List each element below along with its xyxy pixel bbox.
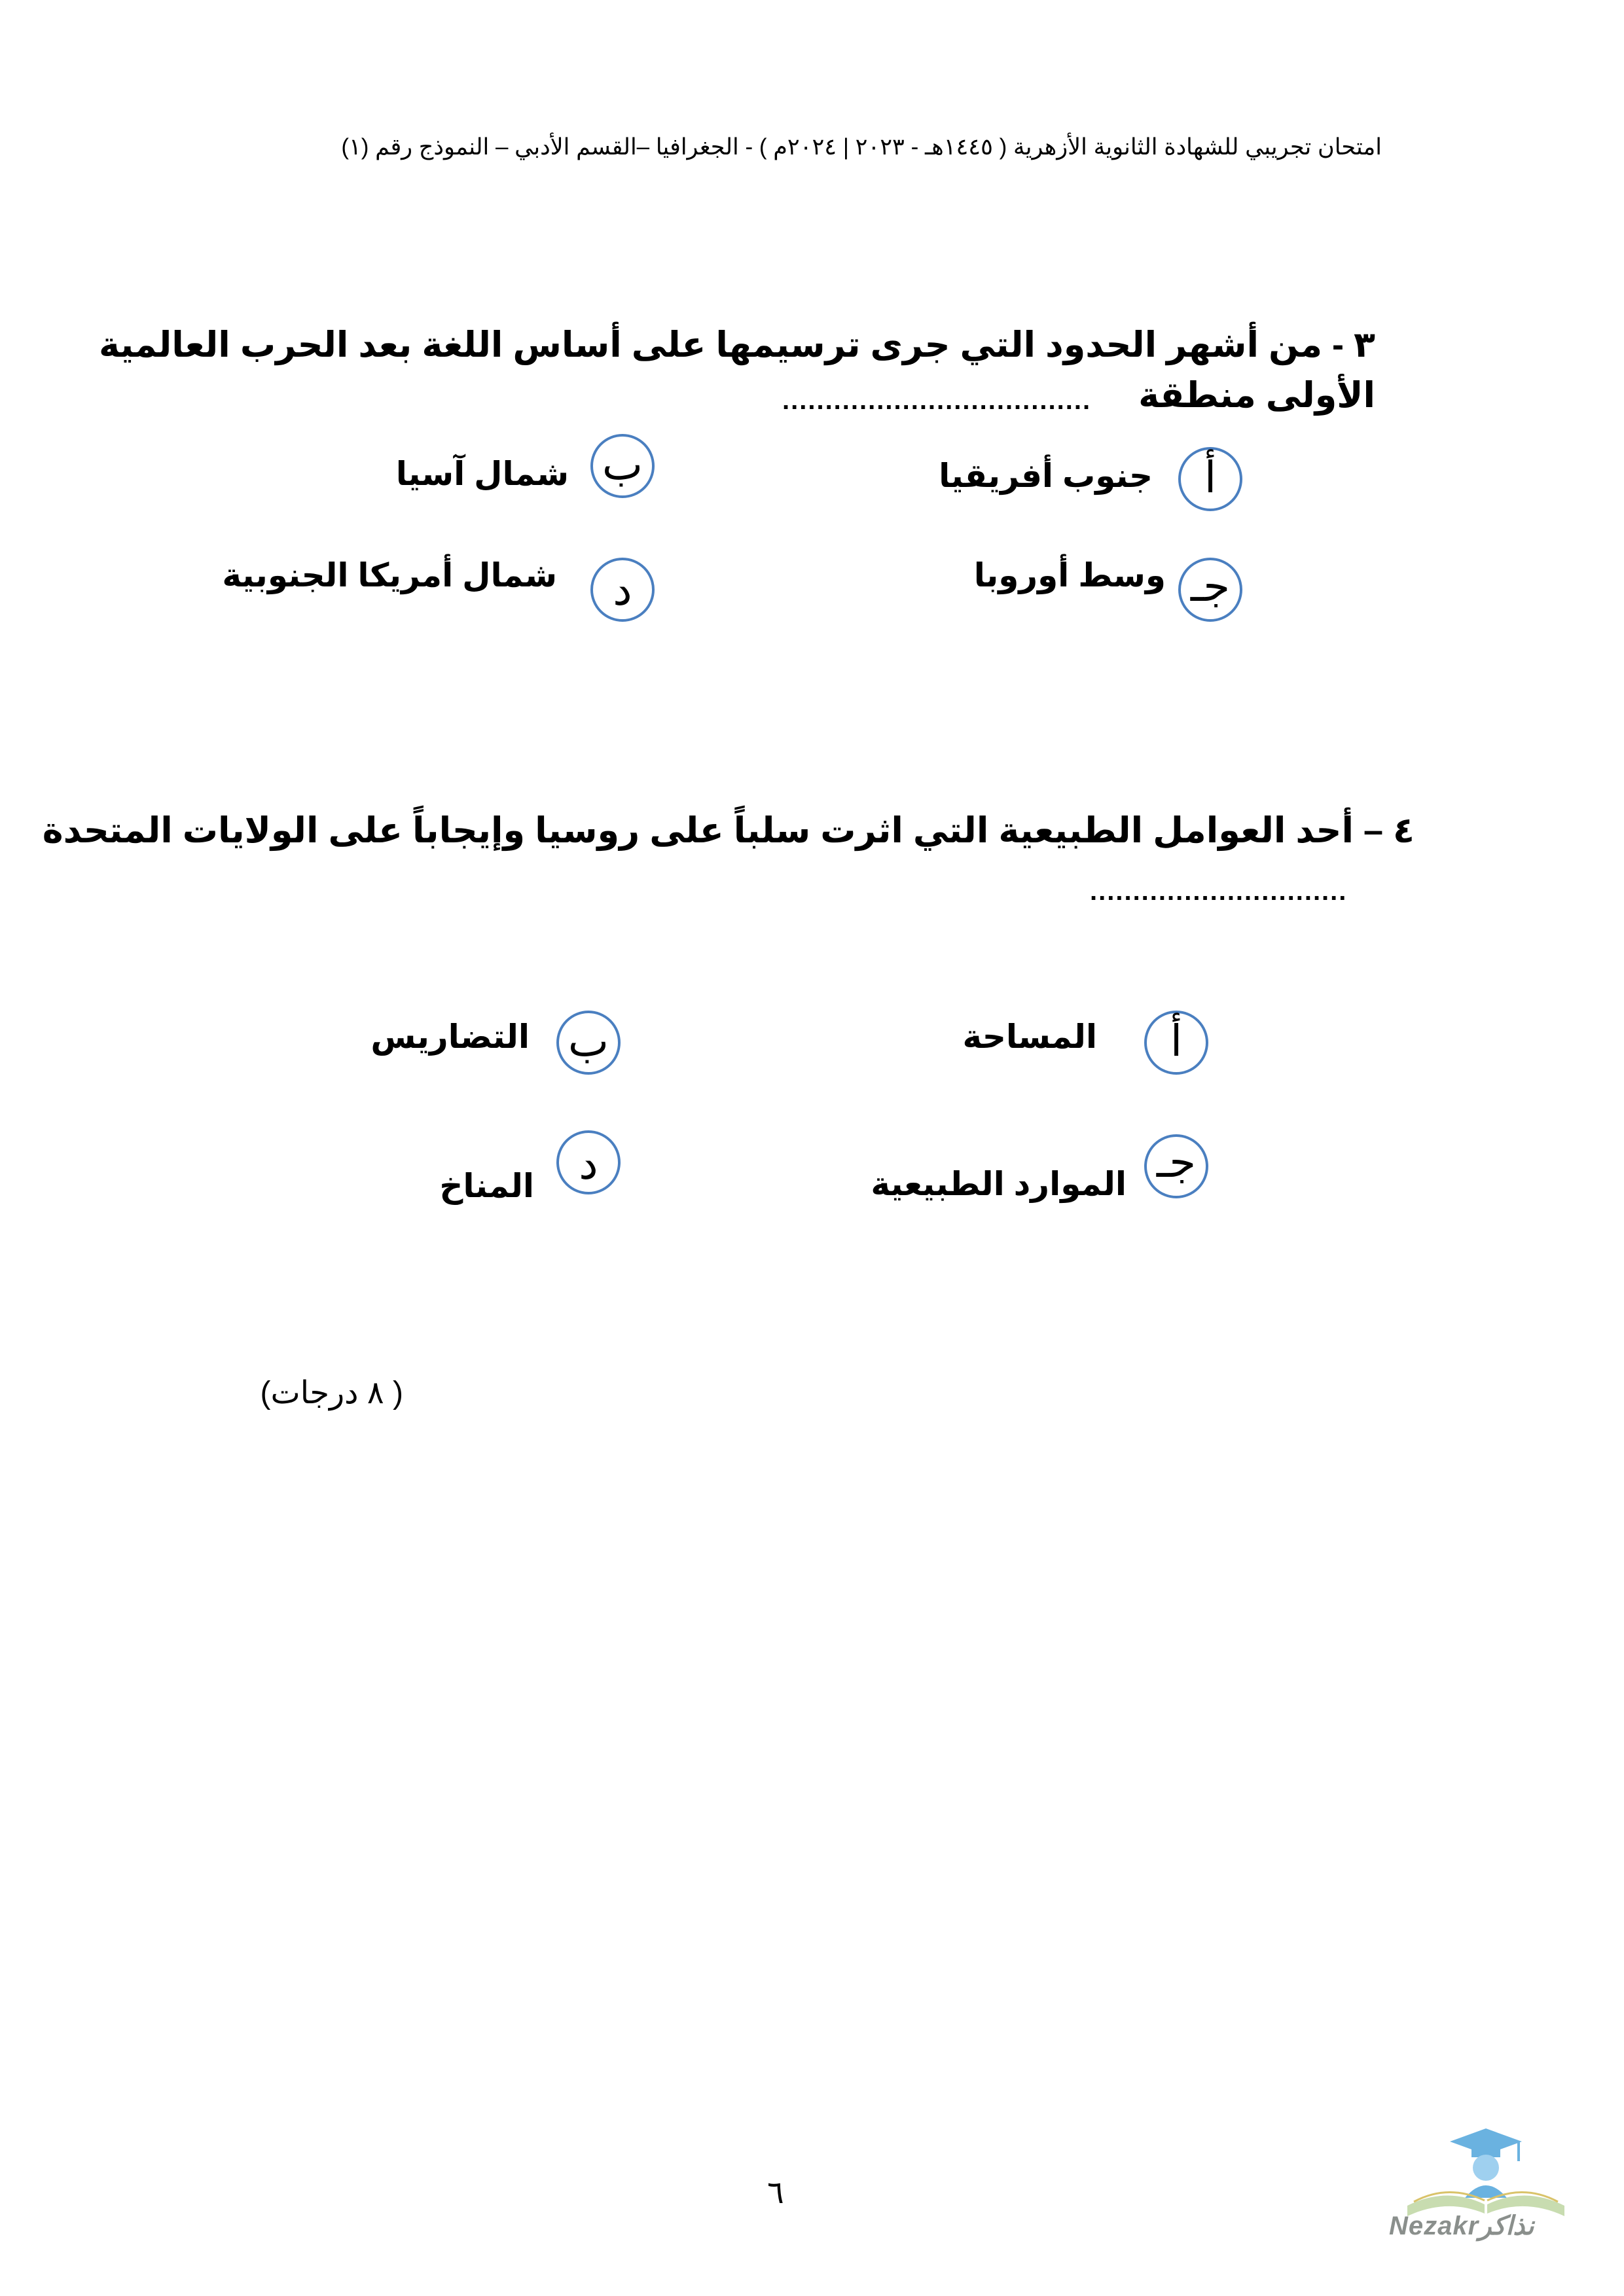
grade-note: ( ٨ درجات) — [260, 1376, 403, 1410]
option-text: المساحة — [962, 1018, 1097, 1055]
option-text: الموارد الطبيعية — [871, 1166, 1127, 1202]
option-letter: أ — [1170, 1016, 1183, 1065]
option-text: التضاريس — [370, 1018, 530, 1055]
question-4-line-1: ٤ – أحد العوامل الطبيعية التي اثرت سلباً على روسيا وإيجاباً على الولايات المتحدة — [42, 811, 1415, 850]
question-3-blank: .................................... — [782, 386, 1092, 415]
question-4-blank: .............................. — [1090, 877, 1348, 906]
page-number: ٦ — [767, 2176, 784, 2210]
option-letter: ب — [602, 440, 643, 488]
option-letter: د — [613, 565, 632, 614]
page-header: امتحان تجريبي للشهادة الثانوية الأزهرية ( ١٤٤٥هـ - ٢٠٢٣ | ٢٠٢٤م ) - الجغرافيا –القسم الأدبي – النموذج رقم (١) — [341, 134, 1382, 160]
option-letter: جـ — [1156, 1138, 1197, 1186]
option-letter: أ — [1204, 453, 1217, 501]
option-letter: د — [579, 1139, 598, 1188]
option-letter: جـ — [1190, 562, 1231, 610]
logo-text: Nezakrنذاكر — [1389, 2212, 1534, 2240]
option-text: المناخ — [439, 1168, 534, 1204]
option-letter: ب — [568, 1016, 609, 1065]
option-text: شمال آسيا — [395, 456, 569, 492]
option-text: وسط أوروبا — [973, 557, 1166, 594]
question-3-line-2: الأولى منطقة — [1138, 376, 1375, 415]
question-3-line-1: ٣ - من أشهر الحدود التي جرى ترسيمها على أساس اللغة بعد الحرب العالمية — [99, 325, 1375, 365]
option-text: شمال أمريكا الجنوبية — [222, 557, 557, 594]
option-text: جنوب أفريقيا — [939, 457, 1153, 494]
